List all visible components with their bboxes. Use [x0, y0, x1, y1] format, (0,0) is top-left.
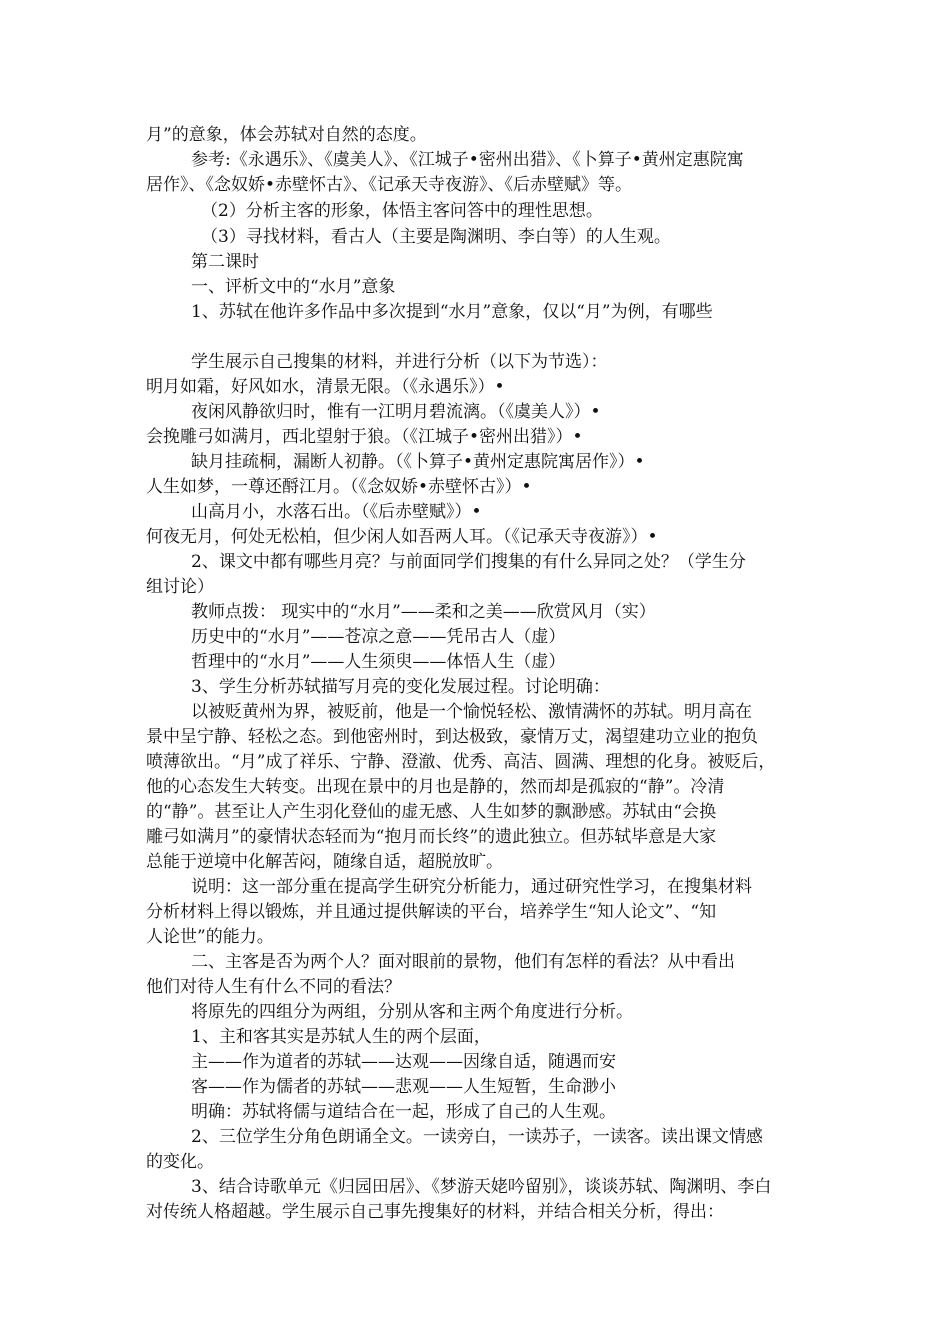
- text-line: 他们对待人生有什么不同的看法？: [146, 977, 401, 997]
- text-line: 1、苏轼在他许多作品中多次提到“水月”意象，仅以“月”为例，有哪些: [191, 302, 713, 322]
- text-line: 历史中的“水月”——苍凉之意——凭吊古人（虚）: [191, 627, 566, 647]
- text-line: 以被贬黄州为界，被贬前，他是一个愉悦轻松、激情满怀的苏轼。明月高在: [191, 702, 752, 722]
- text-line: 月”的意象，体会苏轼对自然的态度。: [146, 125, 427, 145]
- text-line: （3）寻找材料，看古人（主要是陶渊明、李白等）的人生观。: [201, 227, 671, 247]
- text-line: 主——作为道者的苏轼——达观——因缘自适，随遇而安: [191, 1052, 616, 1072]
- text-line: 人论世”的能力。: [146, 927, 274, 947]
- text-line: 景中呈宁静、轻松之态。到他密州时，到达极致，豪情万丈，渴望建功立业的抱负: [146, 727, 758, 747]
- text-line: 哲理中的“水月”——人生须臾——体悟人生（虚）: [191, 652, 566, 672]
- quote-line: 夜闲风静欲归时，惟有一江明月碧流漓。（《虞美人》）•: [191, 402, 601, 422]
- text-line: 学生展示自己搜集的材料，并进行分析（以下为节选）：: [191, 352, 608, 372]
- text-line: 分析材料上得以锻炼，并且通过提供解读的平台，培养学生“知人论文”、“知: [146, 902, 717, 922]
- text-line: 3、学生分析苏轼描写月亮的变化发展过程。讨论明确：: [191, 677, 610, 697]
- text-line: 参考:《永遇乐》、《虞美人》、《江城子•密州出猎》、《卜算子•黄州定惠院寓: [191, 150, 744, 170]
- text-line: （2）分析主客的形象，体悟主客问答中的理性思想。: [201, 201, 603, 221]
- text-line: 1、主和客其实是苏轼人生的两个层面，: [191, 1027, 491, 1047]
- text-line: 组讨论）: [146, 577, 214, 597]
- text-line: 喷薄欲出。“月”成了祥乐、宁静、澄澈、优秀、高洁、圆满、理想的化身。被贬后，: [146, 752, 776, 772]
- text-line: 他的心态发生大转变。出现在景中的月也是静的，然而却是孤寂的“静”。冷清: [146, 777, 725, 797]
- text-line: 2、课文中都有哪些月亮？与前面同学们搜集的有什么异同之处？（学生分: [191, 552, 746, 572]
- quote-line: 会挽雕弓如满月，西北望射于狼。（《江城子•密州出猎》）•: [146, 427, 583, 447]
- text-line: 说明：这一部分重在提高学生研究分析能力，通过研究性学习，在搜集材料: [191, 877, 752, 897]
- text-line: 雕弓如满月”的豪情状态轻而为“抱月而长终”的遗此独立。但苏轼毕意是大家: [146, 827, 717, 847]
- text-line: 2、三位学生分角色朗诵全文。一读旁白，一读苏子，一读客。读出课文情感: [191, 1127, 763, 1147]
- text-line: 明确：苏轼将儒与道结合在一起，形成了自己的人生观。: [191, 1102, 616, 1122]
- section-heading: 二、主客是否为两个人？面对眼前的景物，他们有怎样的看法？从中看出: [191, 952, 735, 972]
- section-heading: 第二课时: [191, 252, 259, 272]
- text-line: 教师点拨： 现实中的“水月”——柔和之美——欣赏风月（实）: [191, 602, 656, 622]
- text-line: 将原先的四组分为两组，分别从客和主两个角度进行分析。: [191, 1002, 633, 1022]
- text-line: 对传统人格超越。学生展示自己事先搜集好的材料，并结合相关分析，得出：: [146, 1202, 724, 1222]
- quote-line: 人生如梦，一尊还酹江月。（《念奴娇•赤壁怀古》）•: [146, 477, 532, 497]
- text-line: 的变化。: [146, 1152, 214, 1172]
- section-heading: 一、评析文中的“水月”意象: [191, 277, 396, 297]
- text-line: 的“静”。甚至让人产生羽化登仙的虚无感、人生如梦的飘渺感。苏轼由“会换: [146, 802, 717, 822]
- text-line: 总能于逆境中化解苦闷，随缘自适，超脱放旷。: [146, 852, 503, 872]
- quote-line: 明月如霜，好风如水，清景无限。（《永遇乐》）•: [146, 377, 505, 397]
- quote-line: 缺月挂疏桐，漏断人初静。（《卜算子•黄州定惠院寓居作》）•: [191, 452, 645, 472]
- text-line: 3、结合诗歌单元《归园田居》、《梦游天姥吟留别》，谈谈苏轼、陶渊明、李白: [191, 1177, 772, 1197]
- quote-line: 山高月小，水落石出。（《后赤壁赋》）•: [191, 502, 482, 522]
- quote-line: 何夜无月，何处无松柏，但少闲人如吾两人耳。（《记承天寺夜游》）•: [146, 527, 658, 547]
- text-line: 客——作为儒者的苏轼——悲观——人生短暂，生命渺小: [191, 1077, 616, 1097]
- text-line: 居作》、《念奴娇•赤壁怀古》、《记承天寺夜游》、《后赤壁赋》等。: [146, 175, 633, 195]
